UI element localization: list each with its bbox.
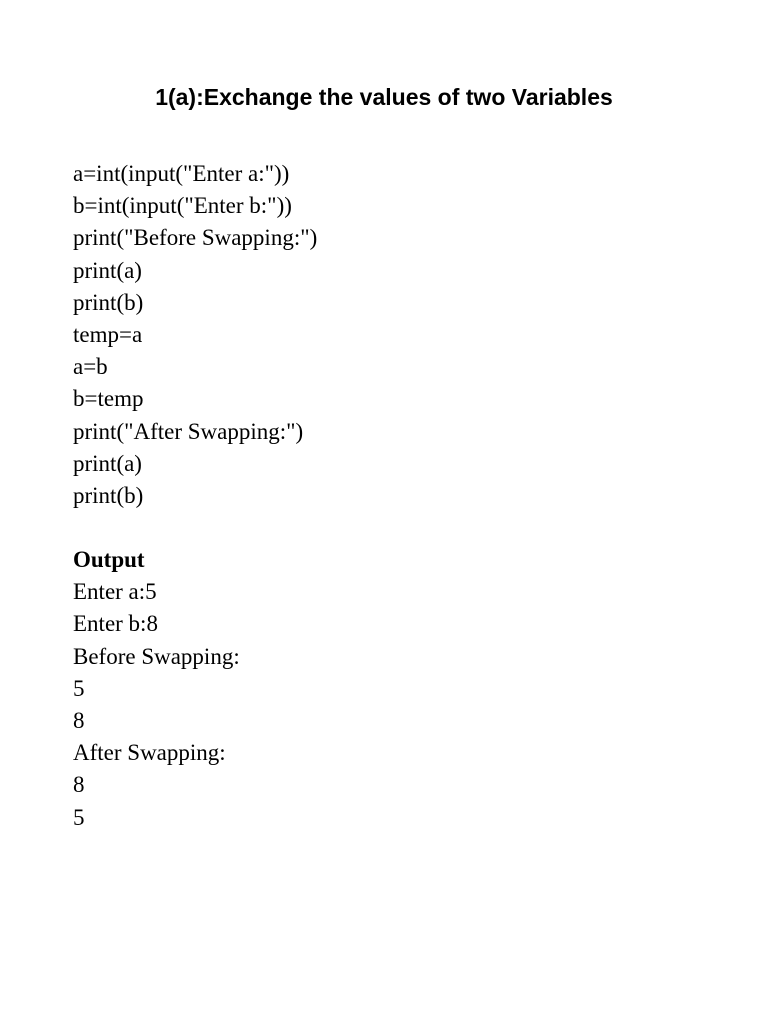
code-line: print(b) bbox=[73, 289, 144, 315]
code-line: b=temp bbox=[73, 386, 144, 412]
code-line: a=int(input("Enter a:")) bbox=[73, 161, 290, 186]
output-heading: Output bbox=[73, 547, 145, 572]
document-title: 1(a):Exchange the values of two Variables bbox=[155, 84, 613, 110]
code-line: print("After Swapping:") bbox=[73, 418, 304, 444]
output-line: 5 bbox=[73, 675, 85, 701]
output-line: 5 bbox=[73, 804, 85, 830]
code-line: print(a) bbox=[73, 450, 142, 476]
code-line: temp=a bbox=[73, 321, 143, 347]
code-line: b=int(input("Enter b:")) bbox=[73, 193, 292, 219]
code-line: print(a) bbox=[73, 257, 142, 283]
output-line: Enter b:8 bbox=[73, 611, 158, 637]
output-line: After Swapping: bbox=[73, 740, 226, 766]
code-block bbox=[73, 158, 317, 512]
output-line: 8 bbox=[73, 707, 85, 733]
output-list bbox=[73, 576, 240, 834]
output-line: 8 bbox=[73, 772, 85, 798]
output-line: Enter a:5 bbox=[73, 579, 157, 605]
output-section bbox=[73, 544, 240, 834]
code-line: a=b bbox=[73, 354, 108, 380]
code-line: print("Before Swapping:") bbox=[73, 225, 318, 251]
code-line: print(b) bbox=[73, 482, 144, 508]
output-line: Before Swapping: bbox=[73, 643, 240, 669]
